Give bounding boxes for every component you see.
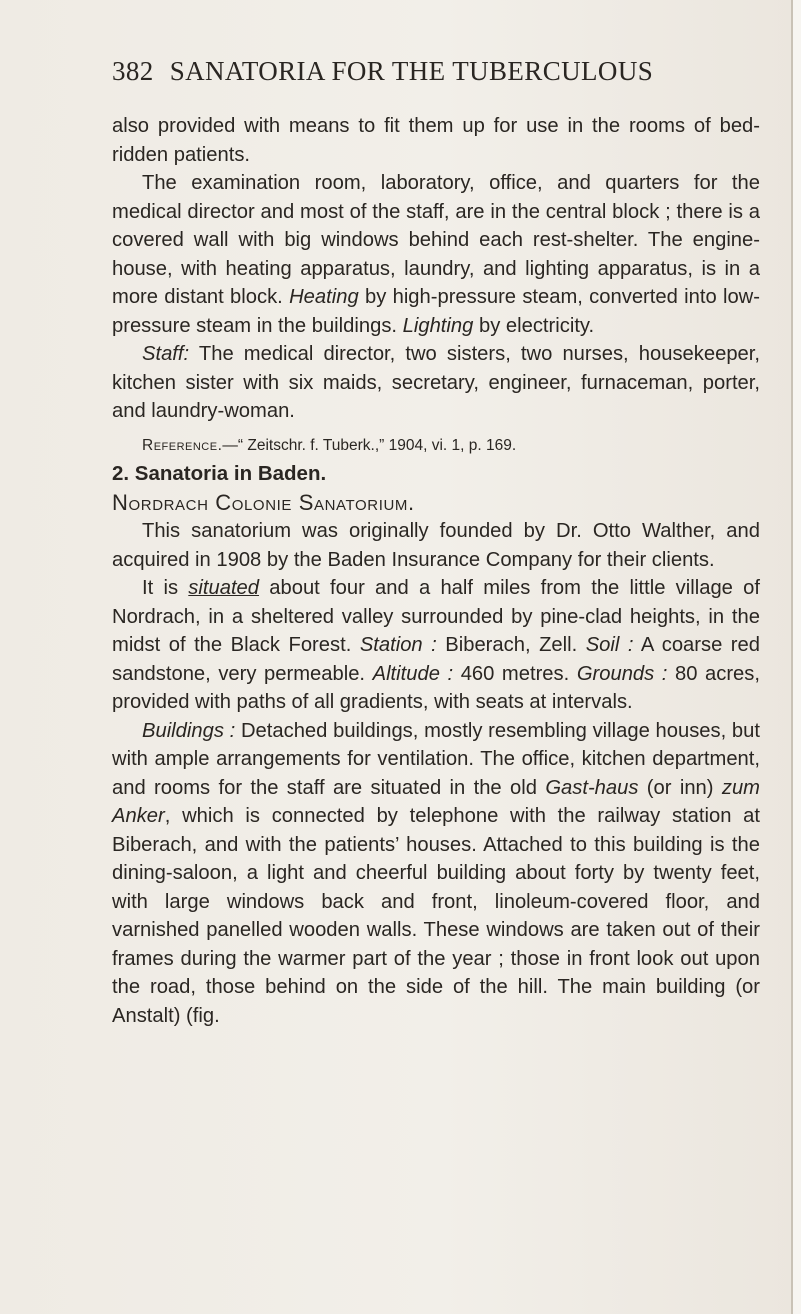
paragraph-text: It is [142,577,189,599]
paragraph-location [112,574,760,717]
heading-grounds: Grounds : [576,662,668,685]
paragraph-history [112,517,760,574]
heading-lighting: Lighting [402,314,474,337]
page-margin-strip [793,0,801,1314]
heading-altitude: Altitude : [372,662,454,685]
paragraph-text: The examination room, laboratory, office, and quarters for the medical director and most of the staff, are in the central block ; there is a covered wall with big windows behind each rest-shelter. The engine-house, with heating apparatus, laundry, and lighting apparatus, is in a more distant block. [112,172,760,308]
page-number: 382 [112,56,154,86]
heading-buildings: Buildings : [142,719,236,742]
paragraph-text: 460 metres. [453,662,577,685]
reference-note [112,432,760,461]
paragraph-text: The medical director, two sisters, two nurses, housekeeper, kitchen sister with six maids, secretary, engineer, furnaceman, porter, and laundry-woman. [112,343,760,422]
heading-soil: Soil : [585,634,634,656]
section-heading: 2. Sanatoria in Baden. [112,462,327,485]
paragraph-text: by high-pressure steam, converted into low-pressure steam in the buildings. [112,286,760,337]
paragraph-text: about four and a half miles from the little village of Nordrach, in a sheltered valley surrounded by pine-clad heights, in the midst of the Black Forest. [112,577,760,656]
subsection-heading: Nordrach Colonie Sanatorium. [112,489,415,515]
paragraph-text: A coarse red sandstone, very permeable. [112,634,760,685]
running-title: SANATORIA FOR THE TUBERCULOUS [169,56,654,86]
paragraph-text: by electricity. [473,314,595,337]
paragraph-text: This sanatorium was originally founded by Dr. Otto Walther, and acquired in 1908 by the Baden Insurance Company for their clients. [112,520,760,571]
term-zum-anker: zum Anker [112,776,760,827]
paragraph-text: , which is connected by telephone with the railway station at Biberach, and with the patients’ houses. Attached to this building is the dining-saloon, a light and cheerful building about forty by twenty feet, with large windows back and front, linoleum-covered floor, and varnished panelled wooden walls. These windows are taken out of their frames during the warmer part of the year ; those in front look out upon the road, those behind on the side of the hill. The main building (or Anstalt) (fig. [112,805,760,1027]
heading-station: Station : [359,634,437,656]
reference-label: Reference. [142,436,223,454]
paragraph-text: also provided with means to fit them up for use in the rooms of bed-ridden patients. [112,115,760,166]
paragraph-buildings [112,717,760,1031]
reference-citation: —“ Zeitschr. f. Tuberk.,” 1904, vi. 1, p. 169. [222,436,517,454]
paragraph-text: 80 acres, provided with paths of all gradients, with seats at intervals. [112,662,760,713]
paragraph-text: (or inn) [638,776,722,799]
running-header [112,56,752,87]
paragraph-text: Detached buildings, mostly resembling village houses, but with ample arrangements for ventilation. The office, kitchen department, and rooms for the staff are situated in the old [112,719,760,799]
page-body [112,112,760,1030]
paragraph-continuation [112,112,760,169]
heading-heating: Heating [289,286,359,308]
paragraph-text: Biberach, Zell. [436,634,586,656]
heading-staff: Staff: [142,343,190,365]
paragraph-facilities [112,169,760,340]
term-gasthaus: Gast-haus [545,776,639,799]
heading-situated: situated [188,577,260,599]
paragraph-staff [112,340,760,426]
